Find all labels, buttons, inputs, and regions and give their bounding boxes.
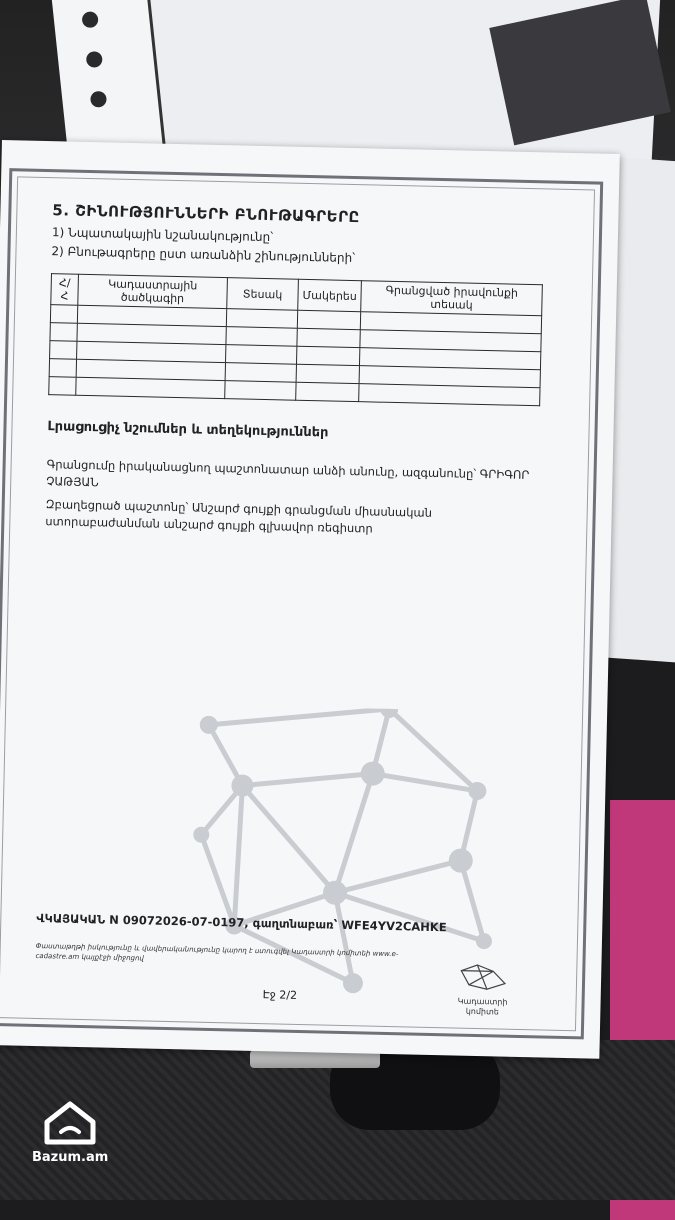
registrar-position: Զբաղեցրած պաշտոնը՝ Անշարժ գույքի գրանցման միասնական ստորաբաժանման անշարժ գույքի գլխավոր ռեգիստր bbox=[45, 497, 433, 536]
cadastre-logo-icon bbox=[457, 963, 510, 994]
binder-hole bbox=[86, 51, 104, 69]
watermark-text: Bazum.am bbox=[32, 1150, 109, 1165]
document-page bbox=[0, 140, 620, 1059]
col-cadastral-code: Կադաստրային ծածկագիր bbox=[78, 274, 228, 308]
characteristics-line: 2) Բնութագրերը ըստ առանձին շինությունների՝ bbox=[51, 244, 356, 266]
col-right-type: Գրանցված իրավունքի տեսակ bbox=[361, 281, 542, 316]
binder-hole bbox=[81, 11, 99, 29]
registrar-name: Գրանցումը իրականացնող պաշտոնատար անձի անունը, ազգանունը՝ ԳՐԻԳՈՐ ՉԱԹՅԱՆ bbox=[46, 457, 530, 490]
document-content bbox=[45, 201, 552, 547]
house-logo-icon bbox=[41, 1100, 99, 1146]
binder-hole bbox=[90, 90, 108, 108]
bazum-watermark bbox=[32, 1100, 107, 1165]
verification-note: Փաստաթղթի իսկությունը և վավերականությունը կարող է ստուգվել Կադաստրի կոմիտեի www.e-cadastre.am կայքէջի միջոցով bbox=[35, 941, 399, 963]
purpose-line: 1) Նպատակային նշանակությունը՝ bbox=[51, 225, 274, 245]
logo-caption: Կադաստրի կոմիտե bbox=[457, 996, 508, 1017]
col-area: Մակերես bbox=[298, 279, 362, 311]
binder-sleeve bbox=[51, 0, 166, 165]
page-number: Էջ 2/2 bbox=[262, 988, 298, 1002]
notes-heading: Լրացուցիչ նշումներ և տեղեկություններ bbox=[47, 419, 329, 441]
col-type: Տեսակ bbox=[227, 278, 299, 311]
buildings-table bbox=[48, 273, 543, 406]
col-number: Հ/Հ bbox=[51, 274, 79, 306]
section-title: 5. ՇԻՆՈՒԹՅՈՒՆՆԵՐԻ ԲՆՈՒԹԱԳՐԵՐԸ bbox=[52, 201, 361, 227]
cadastre-logo bbox=[452, 962, 513, 1017]
certificate-number: ՎԿԱՅԱԿԱՆ N 09072026-07-0197, գաղտնաբառ՝ WFE4YV2CAHKE bbox=[36, 910, 447, 935]
